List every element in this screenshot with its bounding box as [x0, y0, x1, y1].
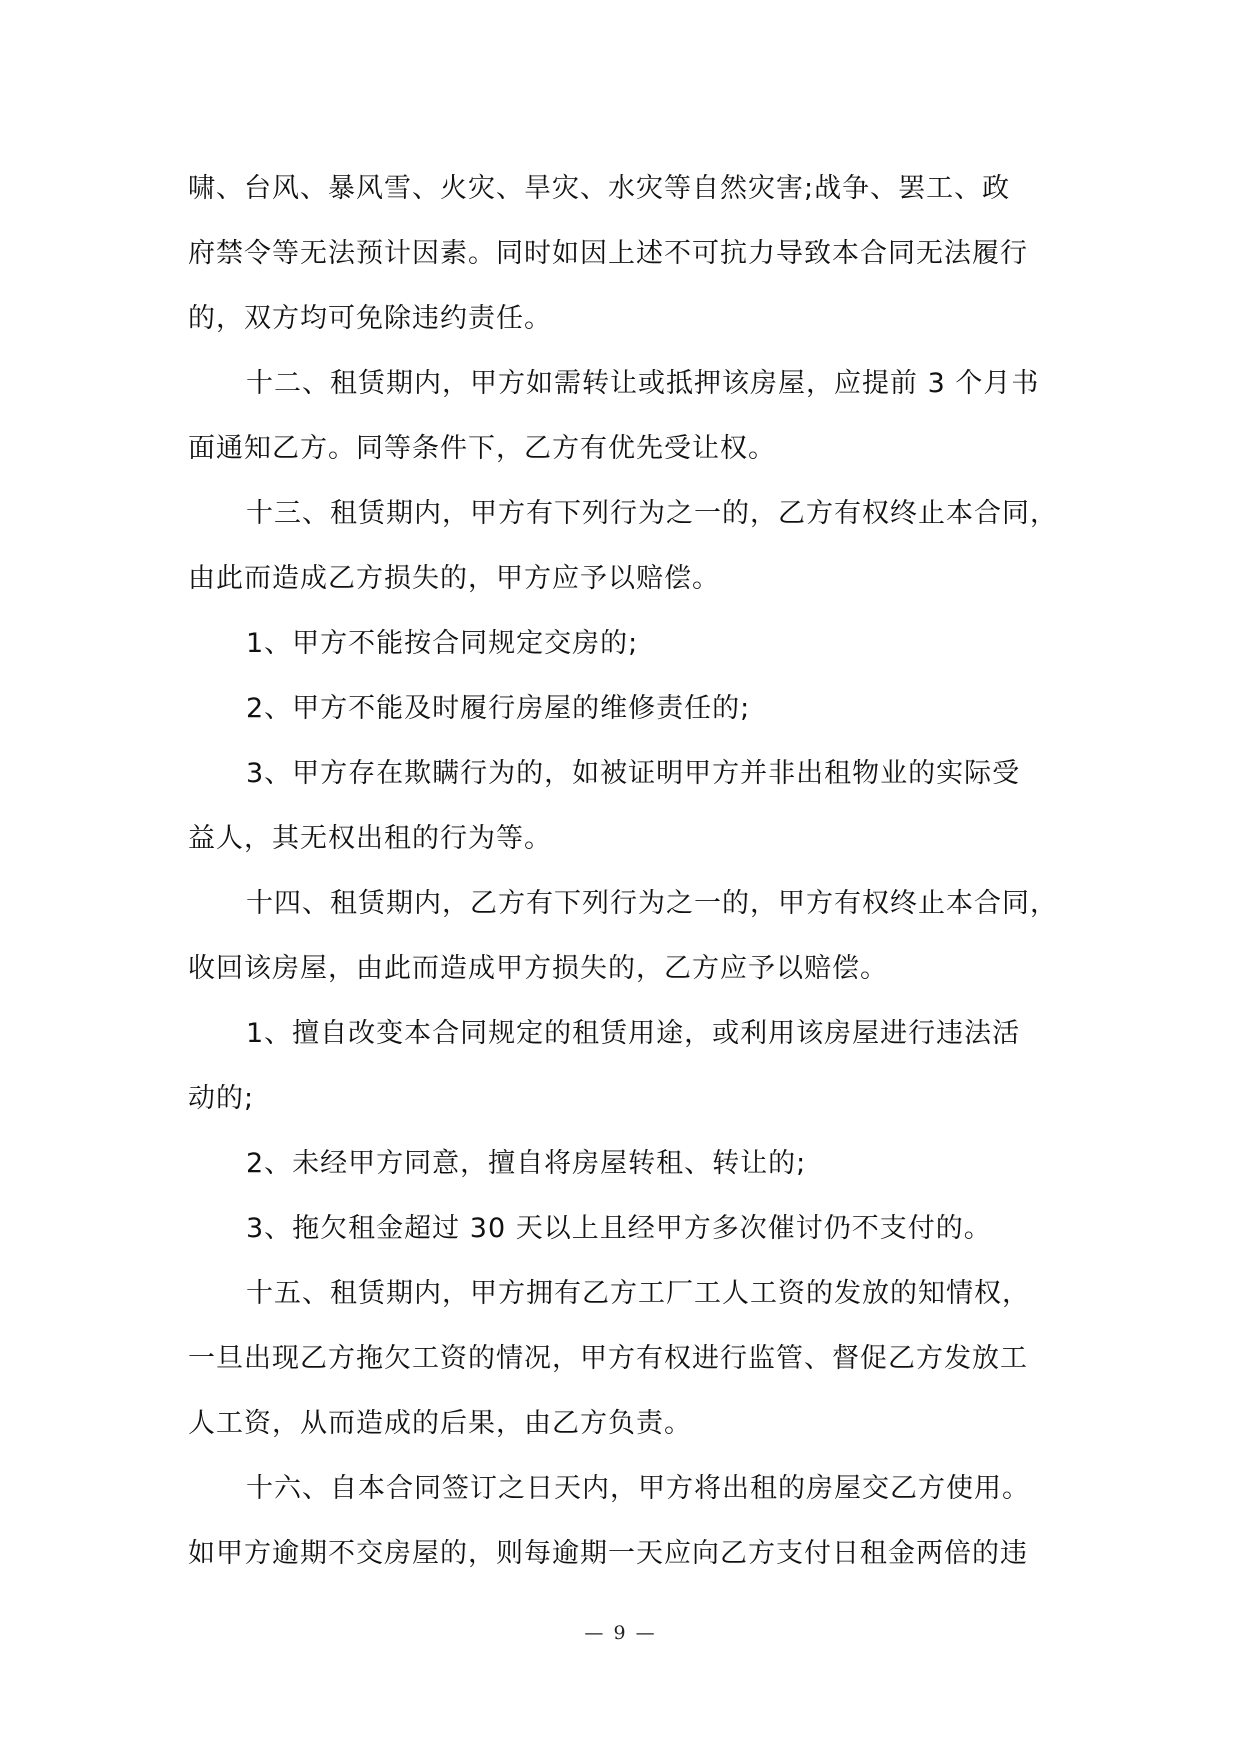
list-item-line: 1、甲方不能按合同规定交房的; [246, 628, 639, 659]
clause-12-line: 十二、租赁期内，甲方如需转让或抵押该房屋，应提前 3 个月书 [246, 368, 1040, 399]
text-line: 收回该房屋，由此而造成甲方损失的，乙方应予以赔偿。 [188, 953, 888, 984]
clause-15-line: 十五、租赁期内，甲方拥有乙方工厂工人工资的发放的知情权， [246, 1278, 1030, 1309]
text-line: 人工资，从而造成的后果，由乙方负责。 [188, 1408, 692, 1439]
clause-13-line: 十三、租赁期内，甲方有下列行为之一的，乙方有权终止本合同， [246, 498, 1058, 529]
list-item-line: 3、拖欠租金超过 30 天以上且经甲方多次催讨仍不支付的。 [246, 1213, 992, 1244]
text-line: 一旦出现乙方拖欠工资的情况，甲方有权进行监管、督促乙方发放工 [188, 1343, 1028, 1374]
list-item-line: 1、擅自改变本合同规定的租赁用途，或利用该房屋进行违法活 [246, 1018, 1021, 1049]
clause-14-line: 十四、租赁期内，乙方有下列行为之一的，甲方有权终止本合同， [246, 888, 1058, 919]
text-line: 如甲方逾期不交房屋的，则每逾期一天应向乙方支付日租金两倍的违 [188, 1538, 1028, 1569]
text-line: 由此而造成乙方损失的，甲方应予以赔偿。 [188, 563, 720, 594]
list-item-line: 2、未经甲方同意，擅自将房屋转租、转让的; [246, 1148, 807, 1179]
page-number: — 9 — [584, 1622, 657, 1644]
clause-16-line: 十六、自本合同签订之日天内，甲方将出租的房屋交乙方使用。 [246, 1473, 1030, 1504]
text-line: 的，双方均可免除违约责任。 [188, 303, 552, 334]
text-line: 面通知乙方。同等条件下，乙方有优先受让权。 [188, 433, 776, 464]
text-line: 动的; [188, 1083, 255, 1114]
list-item-line: 3、甲方存在欺瞒行为的，如被证明甲方并非出租物业的实际受 [246, 758, 1021, 789]
document-body [188, 156, 1088, 1586]
text-line: 益人，其无权出租的行为等。 [188, 823, 552, 854]
text-line: 啸、台风、暴风雪、火灾、旱灾、水灾等自然灾害;战争、罢工、政 [188, 173, 1011, 204]
list-item-line: 2、甲方不能及时履行房屋的维修责任的; [246, 693, 751, 724]
text-line: 府禁令等无法预计因素。同时如因上述不可抗力导致本合同无法履行 [188, 238, 1028, 269]
